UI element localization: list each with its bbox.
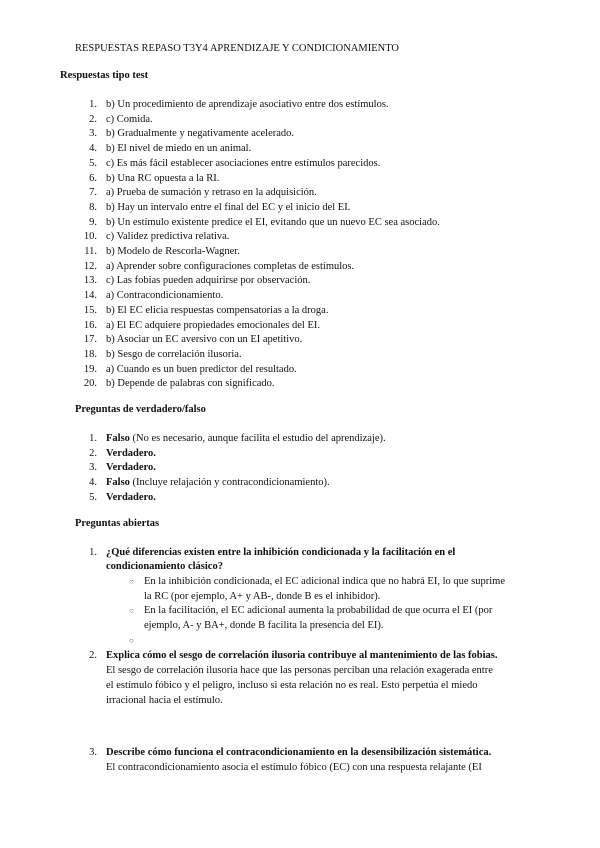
circle-bullet-icon: ○ (129, 577, 134, 586)
list-number: 6. (89, 172, 97, 184)
answer-text: irracional hacia el estímulo. (106, 695, 223, 706)
section-heading-true-false: Preguntas de verdadero/falso (75, 404, 206, 415)
list-number: 12. (83, 260, 97, 272)
true-false-item (106, 475, 330, 490)
circle-bullet-icon: ○ (129, 636, 134, 645)
answer-verdict: Verdadero. (106, 462, 156, 474)
list-number: 5. (89, 491, 97, 503)
list-number: 15. (83, 304, 97, 316)
true-false-item (106, 490, 156, 505)
test-answer-item: b) Modelo de Rescorla-Wagner. (106, 246, 240, 257)
list-number: 16. (83, 319, 97, 331)
list-number: 9. (89, 216, 97, 228)
test-answer-item: b) Un procedimiento de aprendizaje asociativo entre dos estímulos. (106, 99, 389, 110)
list-number: 20. (83, 378, 97, 390)
bullet-text: la RC (por ejemplo, A+ y AB-, donde B es el inhibidor). (144, 591, 381, 602)
test-answer-item: b) Gradualmente y negativamente acelerado. (106, 128, 295, 140)
true-false-item (106, 431, 386, 446)
test-answer-item: c) Validez predictiva relativa. (106, 231, 230, 243)
list-number: 10. (83, 231, 97, 243)
list-number: 19. (83, 363, 97, 375)
list-number: 4. (89, 143, 97, 155)
test-answer-item: c) Es más fácil establecer asociaciones entre estímulos parecidos. (106, 157, 381, 169)
question-text: Describe cómo funciona el contracondicionamiento en la desensibilización sistemática. (106, 747, 492, 758)
list-number: 5. (89, 157, 97, 169)
list-number: 7. (89, 187, 97, 199)
list-number: 17. (83, 334, 97, 346)
answer-verdict: Verdadero. (106, 491, 156, 503)
question-text: ¿Qué diferencias existen entre la inhibición condicionada y la facilitación en el (106, 547, 456, 558)
bullet-text: ejemplo, A- y BA+, donde B facilita la presencia del EI). (144, 620, 384, 631)
test-answer-item: b) El nivel de miedo en un animal. (106, 143, 252, 155)
answer-text: El contracondicionamiento asocia el estímulo fóbico (EC) con una respuesta relajante (EI (106, 762, 482, 773)
test-answer-item: b) El EC elicia respuestas compensatorias a la droga. (106, 304, 329, 316)
test-answer-item: c) Comida. (106, 113, 153, 125)
test-answer-item: b) Un estímulo existente predice el EI, evitando que un nuevo EC sea asociado. (106, 216, 440, 228)
answer-text: el estímulo fóbico y el peligro, incluso si esta relación no es real. Esto perpetúa el miedo (106, 680, 478, 691)
list-number: 3. (89, 747, 97, 758)
answer-verdict: Falso (106, 433, 130, 444)
list-number: 14. (83, 290, 97, 302)
question-text: condicionamiento clásico? (106, 561, 223, 572)
answer-verdict: Falso (106, 477, 130, 489)
list-number: 8. (89, 201, 97, 213)
test-answer-item: b) Sesgo de correlación ilusoria. (106, 348, 242, 360)
test-answer-item: b) Una RC opuesta a la RI. (106, 172, 220, 184)
list-number: 2. (89, 650, 97, 661)
list-number: 1. (89, 547, 97, 558)
section-heading-test: Respuestas tipo test (60, 70, 149, 81)
list-number: 18. (83, 348, 97, 360)
test-answer-item: a) Contracondicionamiento. (106, 290, 224, 302)
test-answer-item: b) Asociar un EC aversivo con un EI apetitivo. (106, 334, 303, 346)
list-number: 4. (89, 477, 97, 489)
test-answer-item: c) Las fobias pueden adquirirse por observación. (106, 275, 311, 287)
list-number: 3. (89, 462, 97, 474)
test-answer-item: a) Cuando es un buen predictor del resultado. (106, 363, 297, 375)
circle-bullet-icon: ○ (129, 606, 134, 615)
list-number: 11. (84, 246, 97, 257)
list-number: 1. (89, 99, 97, 110)
list-number: 13. (83, 275, 97, 287)
test-answer-item: b) Hay un intervalo entre el final del EC y el inicio del EI. (106, 201, 351, 213)
test-answer-item: a) El EC adquiere propiedades emocionales del EI. (106, 319, 320, 331)
section-heading-open: Preguntas abiertas (75, 518, 160, 529)
test-answer-item: a) Prueba de sumación y retraso en la adquisición. (106, 187, 317, 199)
answer-note: (Incluye relajación y contracondicionamiento). (129, 477, 330, 489)
list-number: 1. (89, 433, 97, 444)
answer-verdict: Verdadero. (106, 447, 156, 459)
answer-text: El sesgo de correlación ilusoria hace que las personas perciban una relación exagerada entre (106, 665, 493, 676)
list-number: 2. (89, 113, 97, 125)
answer-note: (No es necesario, aunque facilita el estudio del aprendizaje). (129, 433, 386, 444)
bullet-text: En la facilitación, el EC adicional aumenta la probabilidad de que ocurra el EI (por (144, 605, 493, 616)
true-false-item (106, 446, 156, 461)
document-title: RESPUESTAS REPASO T3Y4 APRENDIZAJE Y CONDICIONAMIENTO (75, 43, 400, 54)
test-answer-item: b) Depende de palabras con significado. (106, 378, 275, 390)
true-false-item (106, 460, 156, 475)
test-answer-item: a) Aprender sobre configuraciones completas de estímulos. (106, 260, 355, 272)
list-number: 2. (89, 447, 97, 459)
bullet-text: En la inhibición condicionada, el EC adicional indica que no habrá EI, lo que suprime (144, 576, 505, 587)
question-text: Explica cómo el sesgo de correlación ilusoria contribuye al mantenimiento de las fobias. (106, 650, 498, 661)
list-number: 3. (89, 128, 97, 140)
